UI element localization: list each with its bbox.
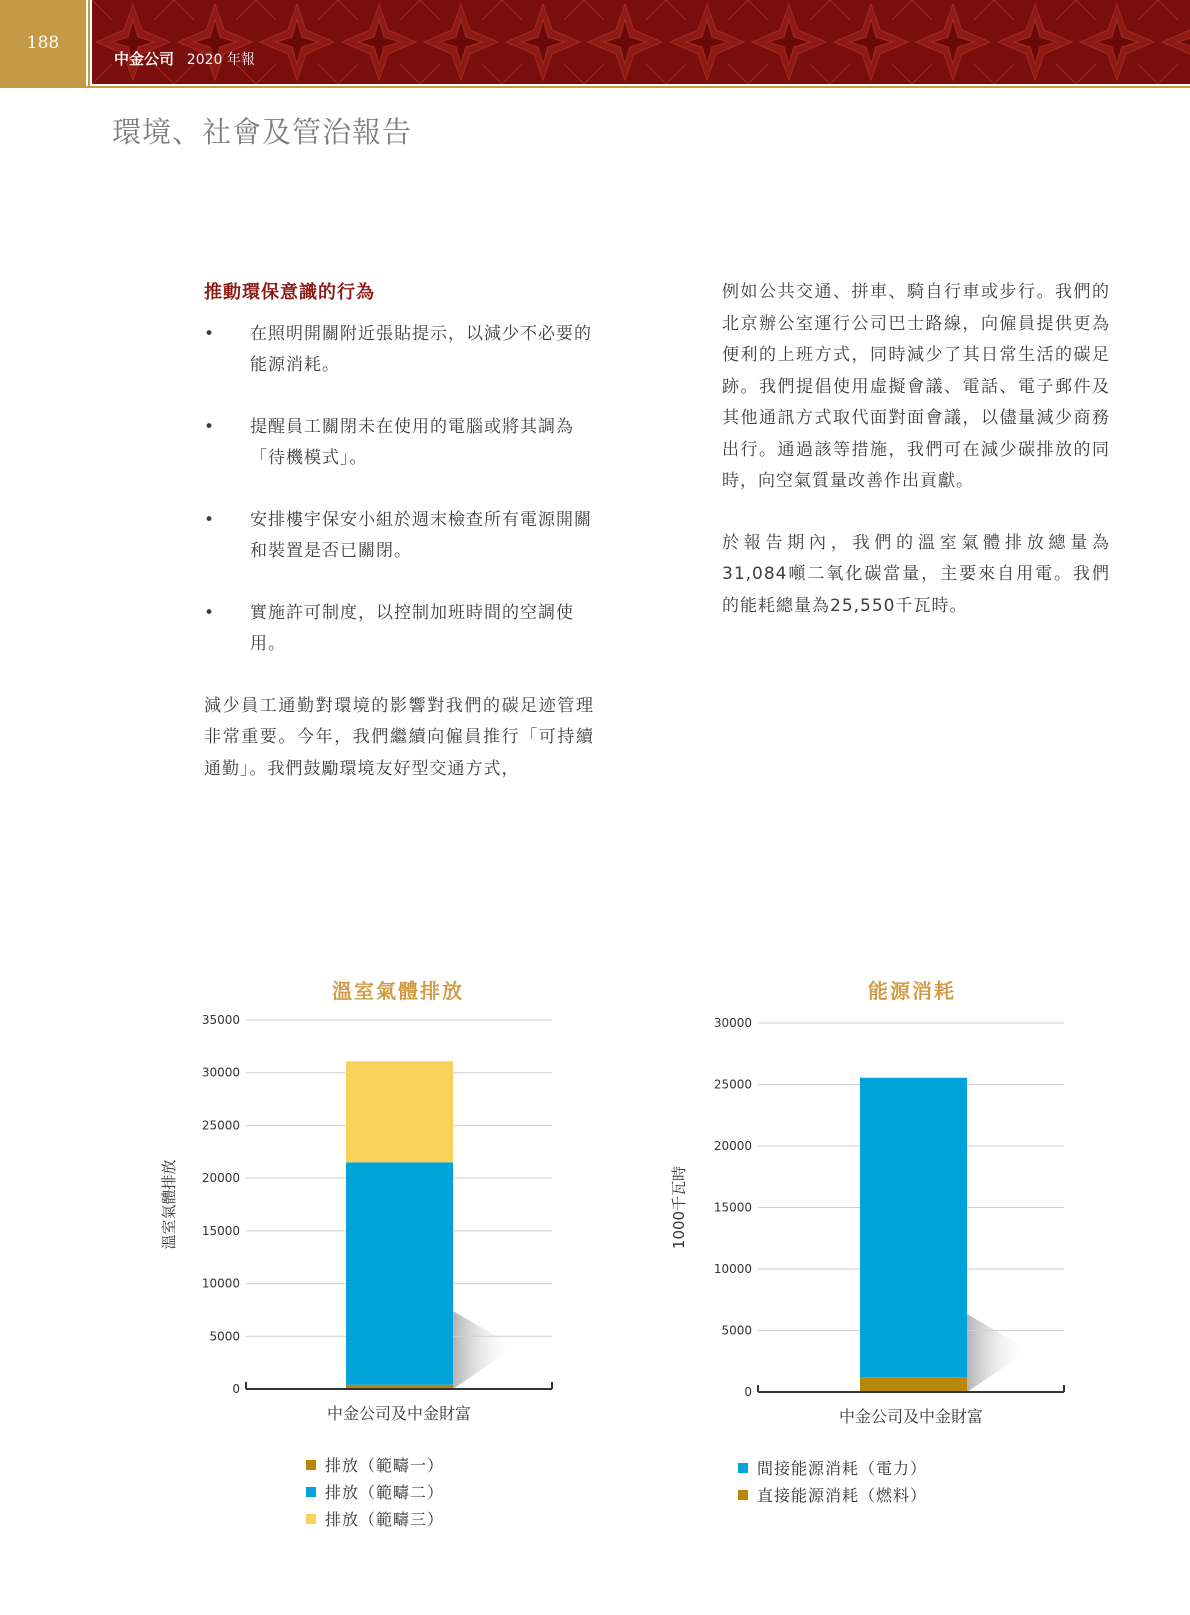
y-tick-label: 30000	[201, 1065, 240, 1080]
bullet-text: 安排樓宇保安小組於週末檢查所有電源開關和裝置是否已關閉。	[250, 509, 592, 561]
company-name: 中金公司	[114, 50, 175, 68]
page-number: 188	[0, 0, 86, 86]
legend-item	[306, 1451, 444, 1478]
legend-swatch	[306, 1460, 316, 1470]
header-pattern-band	[92, 0, 1190, 84]
x-category-label: 中金公司及中金財富	[838, 1407, 984, 1425]
bar-shadow	[967, 1314, 1029, 1392]
y-tick-label: 20000	[201, 1171, 240, 1186]
chart-title-ghg: 溫室氣體排放	[332, 979, 464, 1003]
bar-segment	[346, 1061, 453, 1162]
y-tick-label: 15000	[201, 1223, 240, 1238]
header-separator-line	[88, 0, 90, 88]
bullet-text: 提醒員工關閉未在使用的電腦或將其調為「待機模式」。	[250, 416, 574, 468]
legend-swatch	[306, 1487, 316, 1497]
y-tick-label: 20000	[713, 1139, 752, 1153]
bullet-item	[204, 412, 594, 475]
ghg-emissions-chart	[150, 1005, 570, 1425]
bullet-dot: •	[204, 323, 216, 344]
energy-legend	[738, 1454, 927, 1508]
y-tick-label: 0	[232, 1382, 240, 1396]
bullet-dot: •	[204, 509, 216, 530]
bullet-item	[204, 505, 594, 568]
header-rule	[0, 86, 1190, 88]
bullet-text: 在照明開關附近張貼提示，以減少不必要的能源消耗。	[250, 323, 592, 375]
y-tick-label: 35000	[201, 1013, 240, 1027]
y-tick-label: 10000	[713, 1262, 752, 1276]
body-paragraph: 減少員工通勤對環境的影響對我們的碳足迹管理非常重要。今年，我們繼續向僱員推行「可持續通勤」。我們鼓勵環境友好型交通方式，	[204, 695, 594, 779]
page-header	[0, 0, 1190, 88]
bullet-dot: •	[204, 602, 216, 623]
bullet-item	[204, 319, 594, 382]
y-axis-label: 溫室氣體排放	[160, 1159, 178, 1250]
y-tick-label: 30000	[713, 1016, 752, 1030]
legend-item	[306, 1505, 444, 1532]
left-column	[204, 277, 594, 815]
legend-label: 間接能源消耗（電力）	[757, 1459, 928, 1478]
body-paragraph: 於報告期內，我們的溫室氣體排放總量為31,084噸二氧化碳當量，主要來自用電。我們的能耗總量為25,550千瓦時。	[722, 532, 1110, 616]
legend-item	[738, 1481, 927, 1508]
x-category-label: 中金公司及中金財富	[326, 1404, 472, 1423]
legend-item	[738, 1454, 927, 1481]
legend-swatch	[306, 1514, 316, 1524]
bar-segment	[860, 1078, 967, 1378]
legend-swatch	[738, 1463, 748, 1473]
report-year: 2020 年報	[186, 52, 255, 68]
y-tick-label: 10000	[201, 1276, 240, 1291]
y-tick-label: 25000	[201, 1118, 240, 1133]
page-title: 環境、社會及管治報告	[112, 115, 413, 149]
bullet-dot: •	[204, 416, 216, 437]
right-column	[722, 277, 1110, 652]
bar-shadow	[453, 1311, 515, 1389]
header-brand	[114, 48, 255, 69]
y-tick-label: 5000	[209, 1329, 240, 1344]
bar-segment	[346, 1162, 453, 1384]
bullet-text: 實施許可制度，以控制加班時間的空調使用。	[250, 602, 574, 654]
y-tick-label: 25000	[713, 1077, 752, 1092]
ghg-legend	[306, 1451, 444, 1532]
section-heading: 推動環保意識的行為	[204, 282, 375, 303]
y-tick-label: 15000	[713, 1200, 752, 1215]
legend-label: 直接能源消耗（燃料）	[757, 1486, 928, 1505]
header-pattern	[92, 0, 1190, 84]
legend-label: 排放（範疇一）	[325, 1456, 445, 1475]
bullet-item	[204, 598, 594, 661]
legend-item	[306, 1478, 444, 1505]
chart-title-energy: 能源消耗	[868, 979, 956, 1003]
legend-label: 排放（範疇三）	[325, 1510, 445, 1529]
y-tick-label: 0	[744, 1385, 752, 1399]
body-paragraph: 例如公共交通、拼車、騎自行車或步行。我們的北京辦公室運行公司巴士路線，向僱員提供更為便利的上班方式，同時減少了其日常生活的碳足跡。我們提倡使用虛擬會議、電話、電子郵件及其他通訊方式取代面對面會議，以儘量減少商務出行。通過該等措施，我們可在減少碳排放的同時，向空氣質量改善作出貢獻。	[722, 282, 1110, 491]
legend-swatch	[738, 1490, 748, 1500]
y-tick-label: 5000	[721, 1323, 752, 1338]
y-axis-label: 1000千瓦時	[670, 1165, 688, 1250]
legend-label: 排放（範疇二）	[325, 1483, 445, 1502]
energy-consumption-chart	[660, 1005, 1080, 1425]
bar-segment	[860, 1377, 967, 1392]
